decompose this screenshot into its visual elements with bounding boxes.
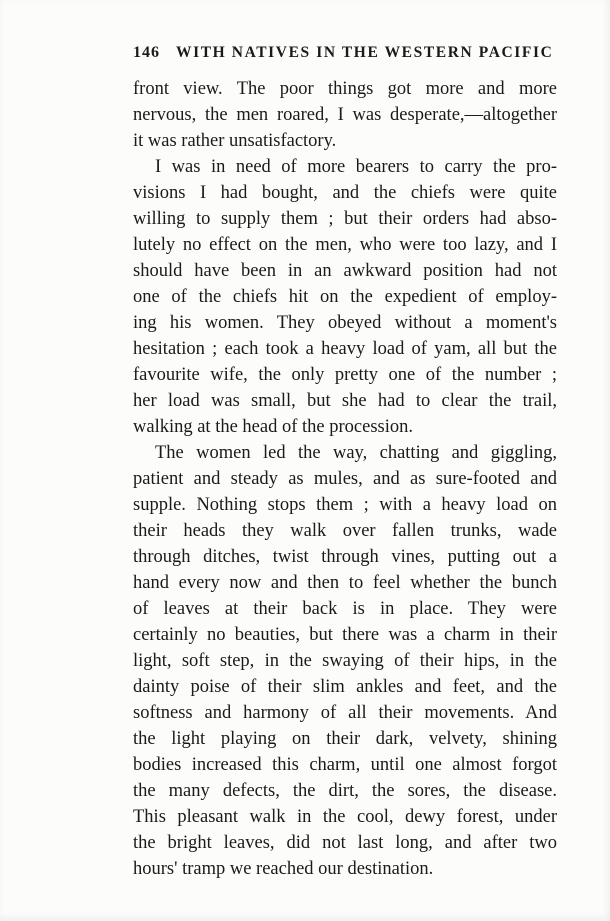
text-line: through ditches, twist through vines, putting out a — [133, 547, 557, 567]
paragraph — [133, 154, 557, 440]
text-line: it was rather unsatisfactory. — [133, 131, 337, 151]
text-line: This pleasant walk in the cool, dewy forest, under — [133, 807, 557, 827]
text-line: ing his women. They obeyed without a moment's — [133, 313, 557, 333]
running-title: WITH NATIVES IN THE WESTERN PACIFIC — [176, 44, 554, 61]
text-line: her load was small, but she had to clear the trail, — [133, 391, 557, 411]
text-line: their heads they walk over fallen trunks, wade — [133, 521, 557, 541]
text-line: certainly no beauties, but there was a charm in their — [133, 625, 557, 645]
text-line: the bright leaves, did not last long, and after two — [133, 833, 557, 853]
text-line: bodies increased this charm, until one almost forgot — [133, 755, 557, 775]
text-line: the many defects, the dirt, the sores, the disease. — [133, 781, 557, 801]
page-number: 146 — [133, 44, 160, 61]
text-line: hesitation ; each took a heavy load of yam, all but the — [133, 339, 557, 359]
text-line: visions I had bought, and the chiefs were quite — [133, 183, 557, 203]
text-line: of leaves at their back is in place. They were — [133, 599, 557, 619]
text-line: lutely no effect on the men, who were too lazy, and I — [133, 235, 557, 255]
text-line: nervous, the men roared, I was desperate,—altogether — [133, 105, 557, 125]
text-line: walking at the head of the procession. — [133, 417, 413, 437]
text-line: the light playing on their dark, velvety, shining — [133, 729, 557, 749]
text-line: The women led the way, chatting and giggling, — [155, 443, 557, 463]
paragraph — [133, 440, 557, 882]
text-line: supple. Nothing stops them ; with a heavy load on — [133, 495, 557, 515]
text-line: dainty poise of their slim ankles and feet, and the — [133, 677, 557, 697]
text-line: hours' tramp we reached our destination. — [133, 859, 434, 879]
text-line: front view. The poor things got more and more — [133, 79, 557, 99]
text-line: I was in need of more bearers to carry the pro- — [155, 157, 557, 177]
text-line: should have been in an awkward position had not — [133, 261, 557, 281]
text-line: hand every now and then to feel whether the bunch — [133, 573, 557, 593]
text-line: willing to supply them ; but their orders had abso- — [133, 209, 557, 229]
text-line: one of the chiefs hit on the expedient of employ- — [133, 287, 557, 307]
text-line: light, soft step, in the swaying of their hips, in the — [133, 651, 557, 671]
page-header — [133, 44, 557, 62]
text-line: favourite wife, the only pretty one of the number ; — [133, 365, 557, 385]
page-body — [133, 76, 557, 882]
paragraph — [133, 76, 557, 154]
text-line: softness and harmony of all their movements. And — [133, 703, 557, 723]
text-block — [133, 44, 557, 882]
text-line: patient and steady as mules, and as sure-footed and — [133, 469, 557, 489]
